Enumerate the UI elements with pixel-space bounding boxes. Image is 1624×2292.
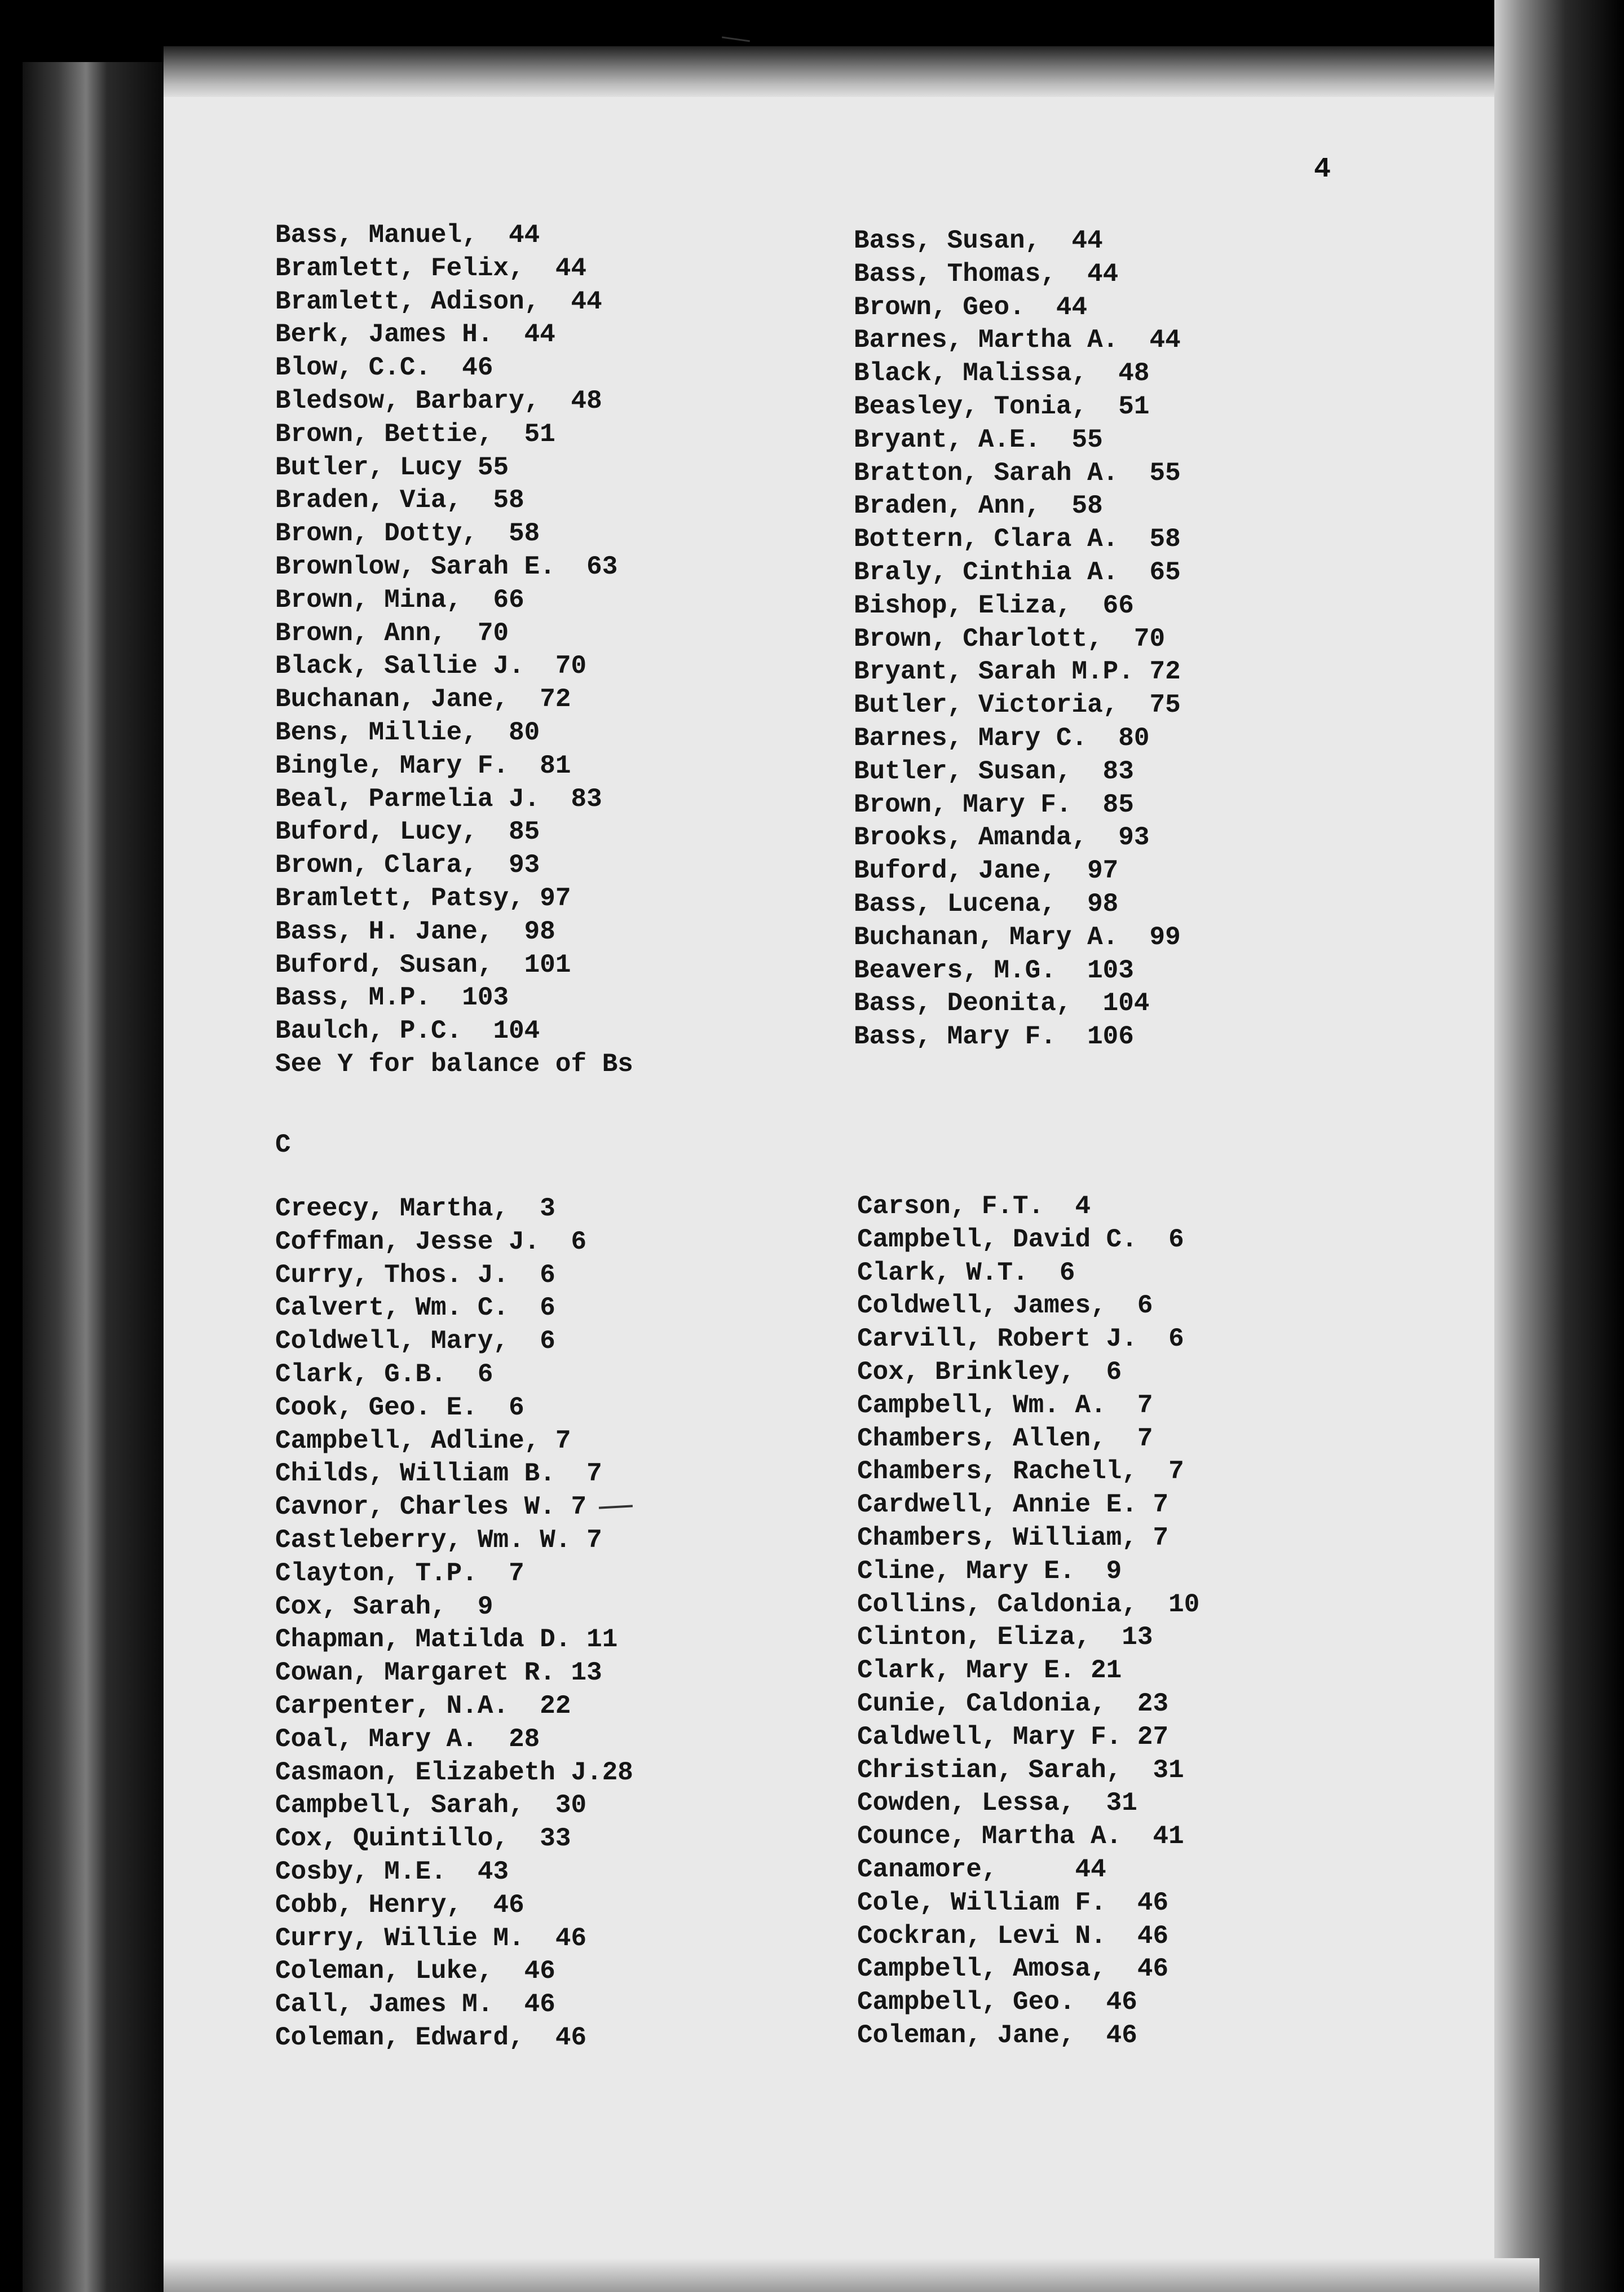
index-entry: Cardwell, Annie E. 7 (857, 1490, 1169, 1520)
index-entry: Brown, Charlott, 70 (854, 624, 1166, 654)
index-entry: Christian, Sarah, 31 (857, 1755, 1184, 1785)
index-entry: Butler, Susan, 83 (854, 756, 1134, 786)
index-entry: Cockran, Levi N. 46 (857, 1921, 1169, 1951)
index-entry: See Y for balance of Bs (275, 1049, 633, 1079)
index-entry: Campbell, David C. 6 (857, 1224, 1184, 1254)
b-entries-right-column (854, 224, 1181, 1054)
index-entry: Brown, Clara, 93 (275, 850, 540, 880)
index-entry: Cowan, Margaret R. 13 (275, 1658, 602, 1688)
index-entry: Calvert, Wm. C. 6 (275, 1293, 555, 1323)
index-entry: Berk, James H. 44 (275, 320, 555, 350)
page-number: 4 (1314, 153, 1331, 186)
index-entry: Black, Sallie J. 70 (275, 651, 587, 681)
index-entry: Campbell, Geo. 46 (857, 1987, 1137, 2017)
index-entry: Bass, M.P. 103 (275, 983, 509, 1013)
index-entry: Barnes, Martha A. 44 (854, 325, 1181, 355)
index-entry: Clayton, T.P. 7 (275, 1558, 524, 1588)
index-entry: Barnes, Mary C. 80 (854, 723, 1150, 753)
index-entry: Coldwell, James, 6 (857, 1291, 1153, 1321)
c-entries-right-column (857, 1190, 1199, 2052)
b-entries-left-column (275, 219, 633, 1081)
index-entry: Childs, William B. 7 (275, 1459, 602, 1489)
index-entry: Coffman, Jesse J. 6 (275, 1227, 587, 1257)
index-entry: Buchanan, Jane, 72 (275, 685, 571, 715)
index-entry: Caldwell, Mary F. 27 (857, 1722, 1169, 1752)
index-entry: Cole, William F. 46 (857, 1888, 1169, 1918)
index-entry: Chambers, William, 7 (857, 1523, 1169, 1553)
index-entry: Beasley, Tonia, 51 (854, 391, 1150, 421)
index-entry: Butler, Victoria, 75 (854, 690, 1181, 720)
index-entry: Chambers, Rachell, 7 (857, 1457, 1184, 1487)
index-entry: Coldwell, Mary, 6 (275, 1326, 555, 1356)
index-entry: Cox, Sarah, 9 (275, 1592, 493, 1621)
index-entry: Cavnor, Charles W. 7 (275, 1492, 587, 1522)
index-entry: Buford, Jane, 97 (854, 856, 1119, 886)
index-entry: Coleman, Jane, 46 (857, 2020, 1137, 2050)
index-entry: Cunie, Caldonia, 23 (857, 1689, 1169, 1718)
index-entry: Brooks, Amanda, 93 (854, 823, 1150, 853)
index-entry: Coleman, Luke, 46 (275, 1956, 555, 1986)
index-entry: Beavers, M.G. 103 (854, 955, 1134, 985)
index-entry: Bass, Mary F. 106 (854, 1022, 1134, 1052)
index-entry: Carpenter, N.A. 22 (275, 1691, 571, 1721)
index-entry: Coal, Mary A. 28 (275, 1724, 540, 1754)
pen-mark-top (722, 37, 750, 42)
index-entry: Bens, Millie, 80 (275, 717, 540, 747)
index-entry: Bledsow, Barbary, 48 (275, 386, 602, 416)
index-entry: Cobb, Henry, 46 (275, 1890, 524, 1920)
scan-shadow-top (164, 46, 1528, 97)
index-entry: Chambers, Allen, 7 (857, 1423, 1153, 1453)
index-entry: Coleman, Edward, 46 (275, 2022, 587, 2052)
index-entry: Bramlett, Adison, 44 (275, 286, 602, 316)
index-entry: Collins, Caldonia, 10 (857, 1589, 1200, 1619)
index-entry: Brown, Bettie, 51 (275, 419, 555, 449)
index-entry: Clark, Mary E. 21 (857, 1656, 1122, 1686)
index-entry: Campbell, Wm. A. 7 (857, 1390, 1153, 1420)
index-entry: Baulch, P.C. 104 (275, 1016, 540, 1046)
index-entry: Buchanan, Mary A. 99 (854, 922, 1181, 952)
index-entry: Campbell, Sarah, 30 (275, 1791, 587, 1821)
index-entry: Cosby, M.E. 43 (275, 1857, 509, 1887)
index-entry: Carvill, Robert J. 6 (857, 1324, 1184, 1354)
index-entry: Braden, Ann, 58 (854, 491, 1103, 521)
section-heading-c: C (275, 1130, 291, 1160)
index-entry: Butler, Lucy 55 (275, 452, 509, 482)
index-entry: Clinton, Eliza, 13 (857, 1623, 1153, 1652)
index-entry: Castleberry, Wm. W. 7 (275, 1525, 602, 1555)
index-entry: Clark, W.T. 6 (857, 1258, 1075, 1288)
index-entry: Brown, Ann, 70 (275, 618, 509, 648)
index-entry: Creecy, Martha, 3 (275, 1194, 555, 1223)
index-entry: Bass, Thomas, 44 (854, 259, 1119, 289)
index-entry: Canamore, 44 (857, 1854, 1106, 1884)
index-entry: Chapman, Matilda D. 11 (275, 1625, 618, 1655)
index-entry: Bryant, Sarah M.P. 72 (854, 657, 1181, 687)
scan-shadow-right (1494, 0, 1624, 2292)
scan-shadow-bottom (164, 2258, 1539, 2292)
index-entry: Cook, Geo. E. 6 (275, 1392, 524, 1422)
index-entry: Curry, Thos. J. 6 (275, 1260, 555, 1290)
index-entry: Bass, Susan, 44 (854, 226, 1103, 255)
index-entry: Braly, Cinthia A. 65 (854, 557, 1181, 587)
index-entry: Bottern, Clara A. 58 (854, 524, 1181, 554)
index-entry: Carson, F.T. 4 (857, 1192, 1091, 1221)
index-entry: Cowden, Lessa, 31 (857, 1788, 1137, 1818)
index-entry: Bramlett, Patsy, 97 (275, 883, 571, 913)
index-entry: Bass, Lucena, 98 (854, 889, 1119, 919)
index-entry: Braden, Via, 58 (275, 486, 524, 515)
index-entry: Casmaon, Elizabeth J.28 (275, 1757, 633, 1787)
index-entry: Brownlow, Sarah E. 63 (275, 552, 618, 581)
index-entry: Brown, Mina, 66 (275, 585, 524, 615)
index-entry: Blow, C.C. 46 (275, 353, 493, 383)
index-entry: Cline, Mary E. 9 (857, 1556, 1122, 1586)
index-entry: Black, Malissa, 48 (854, 359, 1150, 389)
index-entry: Brown, Dotty, 58 (275, 519, 540, 549)
index-entry: Clark, G.B. 6 (275, 1359, 493, 1389)
index-entry: Campbell, Amosa, 46 (857, 1954, 1169, 1984)
index-entry: Buford, Susan, 101 (275, 950, 571, 980)
index-entry: Campbell, Adline, 7 (275, 1426, 571, 1456)
index-entry: Bass, H. Jane, 98 (275, 916, 555, 946)
index-entry: Cox, Quintillo, 33 (275, 1824, 571, 1854)
index-entry: Call, James M. 46 (275, 1990, 555, 2020)
index-entry: Bass, Deonita, 104 (854, 989, 1150, 1019)
index-entry: Bryant, A.E. 55 (854, 425, 1103, 455)
index-entry: Bingle, Mary F. 81 (275, 751, 571, 781)
index-entry: Bishop, Eliza, 66 (854, 590, 1134, 620)
c-entries-left-column (275, 1192, 633, 2055)
index-entry: Beal, Parmelia J. 83 (275, 784, 602, 814)
index-entry: Curry, Willie M. 46 (275, 1923, 587, 1953)
scan-shadow-left (23, 62, 164, 2292)
index-entry: Bass, Manuel, 44 (275, 221, 540, 250)
index-entry: Bratton, Sarah A. 55 (854, 458, 1181, 488)
index-entry: Buford, Lucy, 85 (275, 817, 540, 847)
index-entry: Bramlett, Felix, 44 (275, 253, 587, 283)
index-entry: Counce, Martha A. 41 (857, 1822, 1184, 1852)
index-entry: Brown, Geo. 44 (854, 292, 1088, 322)
index-entry: Cox, Brinkley, 6 (857, 1357, 1122, 1387)
index-entry: Brown, Mary F. 85 (854, 790, 1134, 819)
